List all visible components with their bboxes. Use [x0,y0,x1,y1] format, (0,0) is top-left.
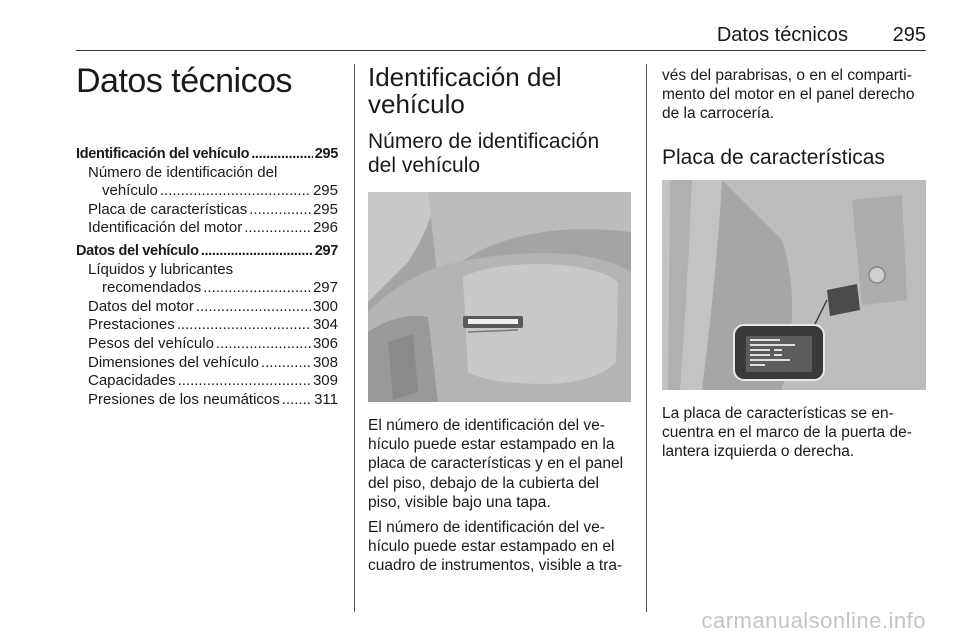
toc-page: 308 [312,353,338,371]
plate-paragraph: La placa de características se encuentra en el marco de la puerta delantera izquierda o derecha. [662,404,912,461]
toc-column [76,58,338,409]
door-frame-illustration [662,180,926,390]
floor-panel-illustration [368,192,631,402]
toc-entry[interactable]: Presiones de los neumáticos ..... 311 [76,391,338,410]
toc-page: 296 [312,219,338,237]
vehicle-id-column [368,58,631,576]
toc-entry[interactable]: Identificación del vehículo ..... 295 [76,145,338,164]
column-divider [646,64,647,612]
toc-entry[interactable]: Identificación del motor ..... 296 [76,219,338,238]
vin-paragraph-2: El número de identificación del vehículo puede estar estampado en el cuadro de instrumentos, visible a tra- [368,519,623,575]
toc-page: 295 [314,146,338,162]
toc-entry[interactable]: vehículo ..... 295 [76,182,338,201]
toc-entry[interactable]: Dimensiones del vehículo ..... 308 [76,354,338,373]
toc-entry[interactable]: Prestaciones ..... 304 [76,316,338,335]
header-page-number: 295 [892,24,926,46]
toc-entry[interactable]: Datos del vehículo ..... 297 [76,242,338,261]
toc-entry[interactable]: Datos del motor ..... 300 [76,298,338,317]
toc-entry-line[interactable]: Número de identificación del [88,163,278,181]
toc-entry[interactable]: Pesos del vehículo ..... 306 [76,335,338,354]
toc-entry[interactable]: recomendados ..... 297 [76,279,338,298]
id-plate-photo [662,180,926,390]
toc-page: 300 [312,297,338,315]
toc-page: 304 [312,316,338,334]
toc-page: 309 [312,372,338,390]
subsection-heading: Placa de características [662,145,885,169]
vin-paragraph-1: El número de identificación del vehículo puede estar estampado en la placa de características y en el panel del piso, debajo de la cubierta del piso, visible bajo una tapa. [368,417,624,511]
subsection-heading: Número de identificación del vehículo [368,130,600,177]
toc-entry[interactable]: Placa de características ..... 295 [76,201,338,220]
header-section-title: Datos técnicos [716,24,848,46]
table-of-contents [76,145,338,409]
toc-page: 295 [312,200,338,218]
toc-page: 297 [314,242,338,259]
toc-entry[interactable]: Capacidades ..... 309 [76,372,338,391]
toc-entry-line[interactable]: Líquidos y lubricantes [88,260,234,278]
page-header [76,0,926,51]
watermark: carmanualsonline.info [701,608,926,633]
section-heading: Identificación del vehículo [368,62,562,119]
toc-page: 311 [314,390,338,408]
plate-column [662,58,926,461]
chapter-title: Datos técnicos [76,62,292,100]
toc-page: 306 [312,334,338,352]
toc-page: 297 [312,279,338,297]
toc-page: 295 [312,182,338,200]
vin-location-photo [368,192,631,402]
vin-paragraph-continuation: vés del parabrisas, o en el compartimento del motor en el panel derecho de la carrocería. [662,67,915,123]
column-divider [354,64,355,612]
